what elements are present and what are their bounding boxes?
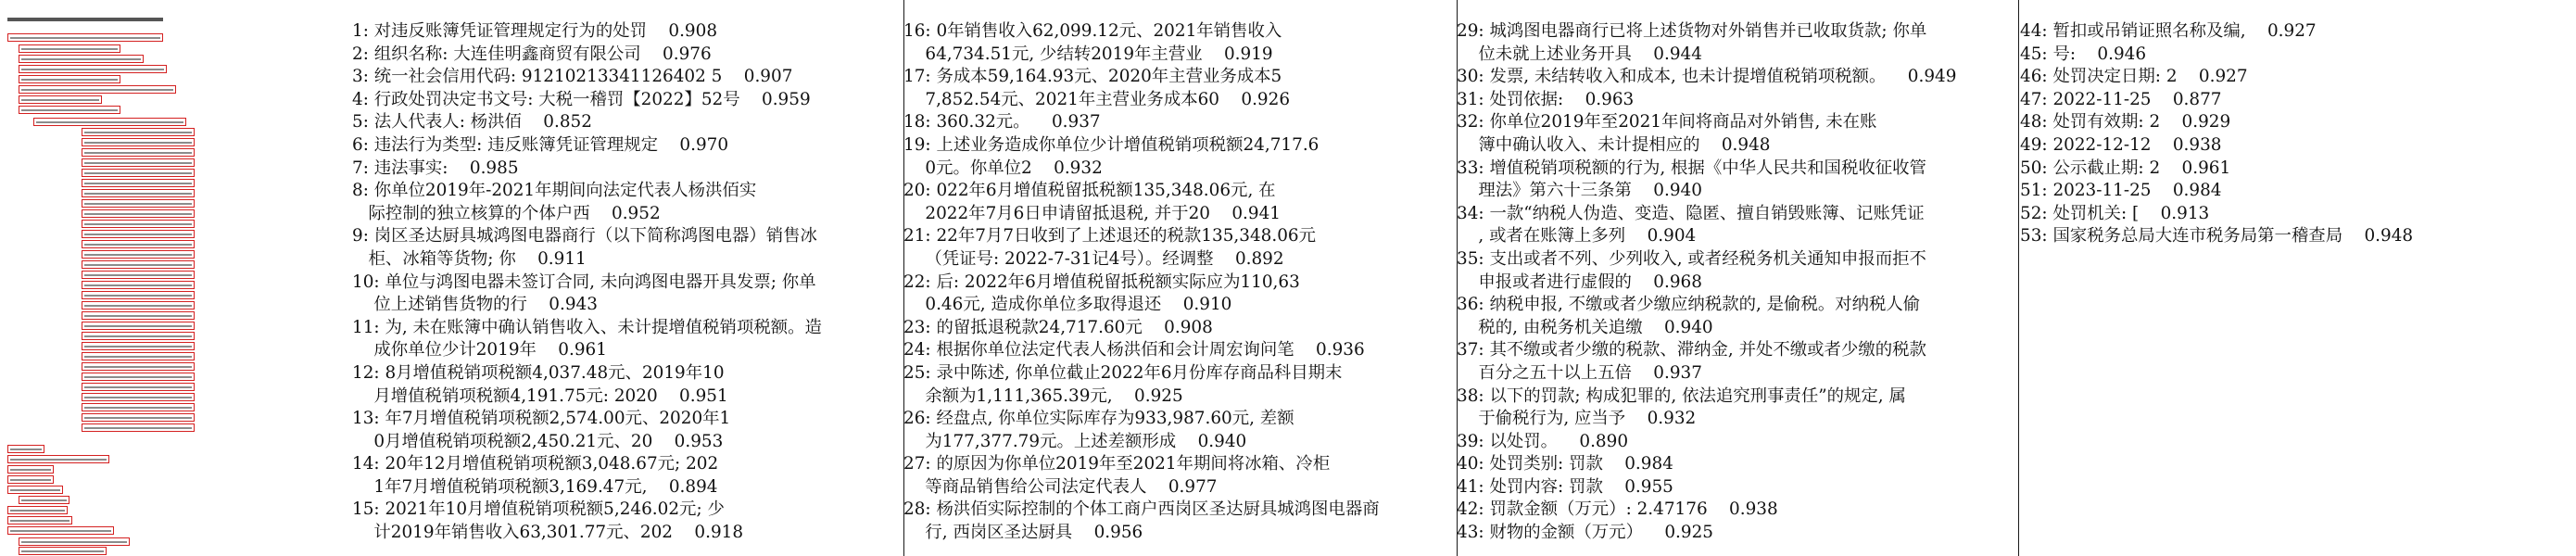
ocr-line: 5: 法人代表人: 杨洪佰 0.852 [352, 112, 592, 133]
thumbnail-text-box [82, 158, 195, 167]
thumbnail-text-box [82, 383, 195, 391]
thumbnail-text-box [82, 301, 195, 310]
ocr-line: 计2019年销售收入63,301.77元、202 0.918 [352, 523, 744, 543]
ocr-line: 21: 22年7月7日收到了上述退还的税款135,348.06元 [903, 226, 1317, 246]
ocr-line: 位上述销售货物的行 0.943 [352, 295, 598, 315]
ocr-line: 16: 0年销售收入62,099.12元、2021年销售收入 [903, 21, 1282, 41]
thumbnail-text-box [82, 230, 195, 238]
thumbnail-text-box [82, 403, 195, 411]
ocr-line: 64,734.51元, 少结转2019年主营业 0.919 [903, 44, 1273, 64]
ocr-line: 37: 其不缴或者少缴的税款、滞纳金, 并处不缴或者少缴的税款 [1457, 340, 1926, 360]
ocr-line: 11: 为, 未在账簿中确认销售收入、未计提增值税销项税额。造 [352, 317, 822, 337]
ocr-line: 成你单位少计2019年 0.961 [352, 340, 607, 360]
thumbnail-text-box [82, 332, 195, 340]
ocr-line: 等商品销售给公司法定代表人 0.977 [903, 476, 1218, 497]
ocr-line: 1年7月增值税销项税额3,169.47元, 0.894 [352, 476, 718, 497]
ocr-line: 17: 务成本59,164.93元、2020年主营业务成本5 [903, 67, 1282, 87]
ocr-line: 柜、冰箱等货物; 你 0.911 [352, 248, 587, 269]
ocr-line: 19: 上述业务造成你单位少计增值税销项税额24,717.6 [903, 134, 1320, 155]
ocr-line: 20: 022年6月增值税留抵税额135,348.06元, 在 [903, 181, 1276, 201]
ocr-line: 余额为1,111,365.39元, 0.925 [903, 385, 1183, 406]
thumbnail-text-box [82, 281, 195, 289]
ocr-line: 10: 单位与鸿图电器未签订合同, 未向鸿图电器开具发票; 你单 [352, 272, 816, 292]
thumbnail-text-box [7, 475, 54, 484]
thumbnail-text-box [7, 445, 44, 453]
thumbnail-text-box [82, 138, 195, 146]
ocr-line: 33: 增值税销项税额的行为, 根据《中华人民共和国税收征收管 [1457, 158, 1926, 178]
thumbnail-text-box [19, 44, 120, 53]
ocr-line: 38: 以下的罚款; 构成犯罪的, 依法追究刑事责任”的规定, 属 [1457, 385, 1906, 406]
ocr-line: 35: 支出或者不列、少列收入, 或者经税务机关通知申报而拒不 [1457, 248, 1926, 269]
thumbnail-text-box [82, 179, 195, 187]
ocr-line: , 或者在账簿上多列 0.904 [1457, 226, 1697, 246]
ocr-line: 2022年7月6日申请留抵退税, 并于20 0.941 [903, 203, 1282, 223]
ocr-line: 为177,377.79元。上述差额形成 0.940 [903, 431, 1247, 451]
thumbnail-text-box [7, 33, 163, 42]
thumbnail-text-box [19, 75, 120, 83]
ocr-line: 29: 城鸿图电器商行已将上述货物对外销售并已收取货款; 你单 [1457, 21, 1927, 41]
ocr-line: 30: 发票, 未结转收入和成本, 也未计提增值税销项税额。 0.949 [1457, 67, 1957, 87]
ocr-line: 44: 暂扣或吊销证照名称及编, 0.927 [2020, 21, 2317, 41]
ocr-line: 36: 纳税申报, 不缴或者少缴应纳税款的, 是偷税。对纳税人偷 [1457, 295, 1921, 315]
ocr-line: 15: 2021年10月增值税销项税额5,246.02元; 少 [352, 499, 725, 520]
ocr-line: 49: 2022-12-12 0.938 [2020, 134, 2222, 155]
thumbnail-text-box [82, 148, 195, 157]
thumbnail-text-box [19, 85, 176, 94]
ocr-column-4 [2020, 20, 2576, 556]
ocr-line: 40: 处罚类别: 罚款 0.984 [1457, 454, 1673, 474]
thumbnail-text-box [7, 465, 54, 474]
thumbnail-text-box [82, 311, 195, 320]
ocr-column-2 [903, 20, 1455, 556]
thumbnail-text-box [19, 106, 120, 114]
ocr-line: 27: 的原因为你单位2019年至2021年期间将冰箱、冷柜 [903, 454, 1331, 474]
source-document-thumbnail [0, 0, 334, 556]
ocr-column-1 [352, 20, 904, 556]
thumbnail-text-box [19, 55, 144, 63]
ocr-line: 14: 20年12月增值税销项税额3,048.67元; 202 [352, 454, 719, 474]
ocr-line: 50: 公示截止期: 2 0.961 [2020, 158, 2231, 178]
ocr-line: 43: 财物的金额（万元） 0.925 [1457, 523, 1713, 543]
thumbnail-text-box [82, 209, 195, 218]
ocr-line: 47: 2022-11-25 0.877 [2020, 89, 2222, 109]
thumbnail-text-box [82, 322, 195, 330]
ocr-line: 0元。你单位2 0.932 [903, 158, 1103, 178]
thumbnail-text-box [7, 455, 109, 463]
ocr-line: 9: 岗区圣达厨具城鸿图电器商行（以下简称鸿图电器）销售冰 [352, 226, 817, 246]
ocr-line: 月增值税销项税额4,191.75元: 2020 0.951 [352, 385, 728, 406]
ocr-line: 28: 杨洪佰实际控制的个体工商户西岗区圣达厨具城鸿图电器商 [903, 499, 1380, 520]
thumbnail-text-box [82, 240, 195, 248]
ocr-line: 2: 组织名称: 大连佳明鑫商贸有限公司 0.976 [352, 44, 712, 64]
ocr-line: （凭证号: 2022-7-31记4号）。经调整 0.892 [903, 248, 1284, 269]
thumbnail-text-box [82, 373, 195, 381]
ocr-line: 23: 的留抵退税款24,717.60元 0.908 [903, 317, 1213, 337]
thumbnail-text-box [82, 342, 195, 350]
thumbnail-text-box [82, 189, 195, 197]
thumbnail-text-box [82, 250, 195, 259]
ocr-line: 申报或者进行虚假的 0.968 [1457, 272, 1702, 292]
thumbnail-text-box [7, 486, 63, 494]
ocr-line: 8: 你单位2019年-2021年期间向法定代表人杨洪佰实 [352, 181, 757, 201]
thumbnail-text-box [33, 118, 186, 126]
ocr-line: 53: 国家税务总局大连市税务局第一稽查局 0.948 [2020, 226, 2414, 246]
ocr-line: 百分之五十以上五倍 0.937 [1457, 362, 1702, 383]
thumbnail-text-box [82, 220, 195, 228]
ocr-line: 行, 西岗区圣达厨具 0.956 [903, 523, 1143, 543]
thumbnail-text-box [82, 393, 195, 401]
ocr-line: 3: 统一社会信用代码: 91210213341126402 5 0.907 [352, 67, 793, 87]
ocr-line: 52: 处罚机关: [ 0.913 [2020, 203, 2210, 223]
thumbnail-text-box [7, 516, 72, 524]
ocr-line: 22: 后: 2022年6月增值税留抵税额实际应为110,63 [903, 272, 1300, 292]
ocr-line: 0.46元, 造成你单位多取得退还 0.910 [903, 295, 1232, 315]
ocr-line: 7,852.54元、2021年主营业务成本60 0.926 [903, 89, 1291, 109]
ocr-line: 32: 你单位2019年至2021年间将商品对外销售, 未在账 [1457, 112, 1877, 133]
thumbnail-text-box [82, 352, 195, 360]
ocr-line: 45: 号: 0.946 [2020, 44, 2147, 64]
thumbnail-text-box [7, 506, 68, 514]
thumbnail-text-box [82, 271, 195, 279]
thumbnail-text-box [82, 291, 195, 299]
column-divider-3 [2018, 0, 2019, 556]
ocr-line: 际控制的独立核算的个体户西 0.952 [352, 203, 661, 223]
ocr-line: 34: 一款“纳税人伪造、变造、隐匿、擅自销毁账簿、记账凭证 [1457, 203, 1925, 223]
ocr-line: 0月增值税销项税额2,450.21元、20 0.953 [352, 431, 724, 451]
thumbnail-text-box [7, 526, 114, 535]
ocr-line: 26: 经盘点, 你单位实际库存为933,987.60元, 差额 [903, 409, 1294, 429]
ocr-line: 48: 处罚有效期: 2 0.929 [2020, 112, 2231, 133]
ocr-line: 理法》第六十三条第 0.940 [1457, 181, 1702, 201]
thumbnail-text-box [19, 65, 167, 73]
thumbnail-text-box [19, 496, 69, 504]
thumbnail-text-box [82, 362, 195, 371]
thumbnail-text-box [82, 199, 195, 208]
thumbnail-text-box [82, 260, 195, 269]
thumbnail-text-box [19, 95, 102, 104]
ocr-line: 税的, 由税务机关追缴 0.940 [1457, 317, 1713, 337]
ocr-line: 51: 2023-11-25 0.984 [2020, 181, 2222, 201]
ocr-line: 12: 8月增值税销项税额4,037.48元、2019年10 [352, 362, 725, 383]
ocr-line: 46: 处罚决定日期: 2 0.927 [2020, 67, 2248, 87]
ocr-column-3 [1457, 20, 2017, 556]
thumbnail-title-line [7, 18, 163, 21]
thumbnail-text-box [19, 547, 107, 555]
ocr-line: 簿中确认收入、未计提相应的 0.948 [1457, 134, 1771, 155]
ocr-line: 18: 360.32元。 0.937 [903, 112, 1101, 133]
ocr-line: 位未就上述业务开具 0.944 [1457, 44, 1702, 64]
ocr-line: 41: 处罚内容: 罚款 0.955 [1457, 476, 1673, 497]
ocr-line: 13: 年7月增值税销项税额2,574.00元、2020年1 [352, 409, 731, 429]
ocr-line: 于偷税行为, 应当予 0.932 [1457, 409, 1697, 429]
ocr-line: 31: 处罚依据: 0.963 [1457, 89, 1635, 109]
thumbnail-text-box [19, 537, 130, 546]
ocr-line: 6: 违法行为类型: 违反账簿凭证管理规定 0.970 [352, 134, 729, 155]
thumbnail-text-box [82, 423, 195, 432]
ocr-line: 24: 根据你单位法定代表人杨洪佰和会计周宏询问笔 0.936 [903, 340, 1365, 360]
ocr-line: 25: 录中陈述, 你单位截止2022年6月份库存商品科目期末 [903, 362, 1343, 383]
ocr-line: 7: 违法事实: 0.985 [352, 158, 519, 178]
ocr-line: 1: 对违反账簿凭证管理规定行为的处罚 0.908 [352, 21, 718, 41]
ocr-line: 42: 罚款金额（万元）: 2.47176 0.938 [1457, 499, 1778, 520]
thumbnail-text-box [82, 413, 195, 422]
thumbnail-text-box [82, 169, 195, 177]
ocr-line: 4: 行政处罚决定书文号: 大税一稽罚【2022】52号 0.959 [352, 89, 811, 109]
thumbnail-text-box [82, 128, 195, 136]
ocr-line: 39: 以处罚。 0.890 [1457, 431, 1629, 451]
